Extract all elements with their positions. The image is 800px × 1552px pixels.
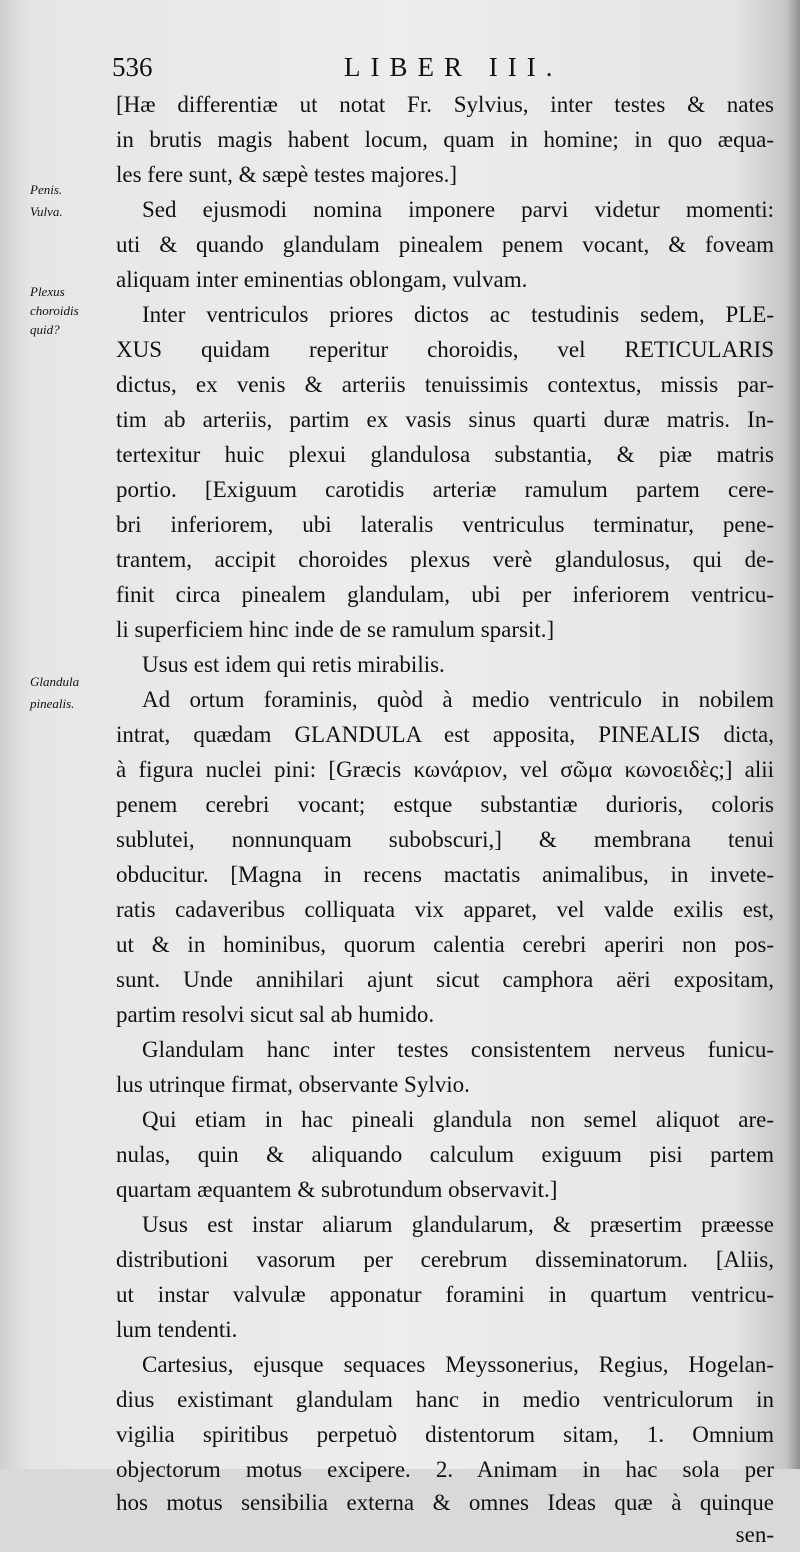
text-line: distributioni vasorum per cerebrum disseminatorum. [Aliis, <box>116 1247 774 1272</box>
text-line: Sed ejusmodi nomina imponere parvi videtur momenti: <box>142 197 774 222</box>
text-line: finit circa pinealem glandulam, ubi per inferiorem ventricu- <box>116 582 774 607</box>
margin-note: quid? <box>30 322 60 337</box>
text-line: portio. [Exiguum carotidis arteriæ ramulum partem cere- <box>116 477 774 502</box>
text-line: tim ab arteriis, partim ex vasis sinus quarti duræ matris. In- <box>116 407 774 432</box>
text-line: lum tendenti. <box>116 1317 238 1342</box>
text-line: sunt. Unde annihilari ajunt sicut camphora aëri expositam, <box>116 967 774 992</box>
page-header <box>112 52 772 92</box>
text-line: XUS quidam reperitur choroidis, vel RETICULARIS <box>116 337 774 362</box>
text-line: Inter ventriculos priores dictos ac testudinis sedem, PLE- <box>142 302 774 327</box>
margin-note: Glandula <box>30 674 80 689</box>
text-line: Qui etiam in hac pineali glandula non semel aliquot are- <box>142 1107 774 1132</box>
text-line: hos motus sensibilia externa & omnes Ideas quæ à quinque <box>116 1490 774 1515</box>
text-line: intrat, quædam GLANDULA est apposita, PINEALIS dicta, <box>116 722 774 747</box>
page-number: 536 <box>112 52 153 82</box>
running-title: LIBER III. <box>344 52 563 82</box>
text-line: vigilia spiritibus perpetuò distentorum sitam, 1. Omnium <box>116 1422 774 1447</box>
text-line: ut instar valvulæ apponatur foramini in quartum ventricu- <box>116 1282 774 1307</box>
text-line: objectorum motus excipere. 2. Animam in hac sola per <box>116 1457 774 1482</box>
margin-note: pinealis. <box>30 696 75 711</box>
text-line: dius existimant glandulam hanc in medio ventriculorum in <box>116 1387 774 1412</box>
catchword: sen- <box>735 1522 774 1547</box>
text-line: dictus, ex venis & arteriis tenuissimis contextus, missis par- <box>116 372 774 397</box>
text-line: obducitur. [Magna in recens mactatis animalibus, in invete- <box>116 862 774 887</box>
text-line: Ad ortum foraminis, quòd à medio ventriculo in nobilem <box>142 687 774 712</box>
text-line: penem cerebri vocant; estque substantiæ durioris, coloris <box>116 792 774 817</box>
text-line: Usus est instar aliarum glandularum, & præsertim præesse <box>142 1212 774 1237</box>
text-line: lus utrinque firmat, observante Sylvio. <box>116 1072 470 1097</box>
text-line: les fere sunt, & sæpè testes majores.] <box>116 162 458 187</box>
margin-note: Penis. <box>30 182 63 197</box>
margin-note: Plexus <box>30 284 65 299</box>
text-line: nulas, quin & aliquando calculum exiguum pisi partem <box>116 1142 774 1167</box>
text-line: ratis cadaveribus colliquata vix apparet, vel valde exilis est, <box>116 897 774 922</box>
text-line: Usus est idem qui retis mirabilis. <box>142 652 445 677</box>
text-line: à figura nuclei pini: [Græcis κωνάριον, vel σῶμα κωνοειδὲς;] alii <box>116 757 774 782</box>
page-edge-shadow <box>786 0 800 1469</box>
text-line: in brutis magis habent locum, quam in homine; in quo æqua- <box>116 127 774 152</box>
margin-note: choroidis <box>30 303 79 318</box>
text-line: uti & quando glandulam pinealem penem vocant, & foveam <box>116 232 774 257</box>
text-line: tertexitur huic plexui glandulosa substantia, & piæ matris <box>116 442 774 467</box>
text-line: partim resolvi sicut sal ab humido. <box>116 1002 435 1027</box>
margin-note: Vulva. <box>30 204 63 219</box>
text-line: Cartesius, ejusque sequaces Meyssonerius, Regius, Hogelan- <box>142 1352 774 1377</box>
text-line: [Hæ differentiæ ut notat Fr. Sylvius, inter testes & nates <box>116 92 774 117</box>
text-line: bri inferiorem, ubi lateralis ventriculus terminatur, pene- <box>116 512 774 537</box>
text-line: li superficiem hinc inde de se ramulum sparsit.] <box>116 617 555 642</box>
text-line: quartam æquantem & subrotundum observavit.] <box>116 1177 558 1202</box>
text-line: Glandulam hanc inter testes consistentem nerveus funicu- <box>142 1037 774 1062</box>
text-line: trantem, accipit choroides plexus verè glandulosus, qui de- <box>116 547 774 572</box>
text-line: sublutei, nonnunquam subobscuri,] & membrana tenui <box>116 827 774 852</box>
text-line: ut & in hominibus, quorum calentia cerebri aperiri non pos- <box>116 932 774 957</box>
text-line: aliquam inter eminentias oblongam, vulvam. <box>116 267 528 292</box>
